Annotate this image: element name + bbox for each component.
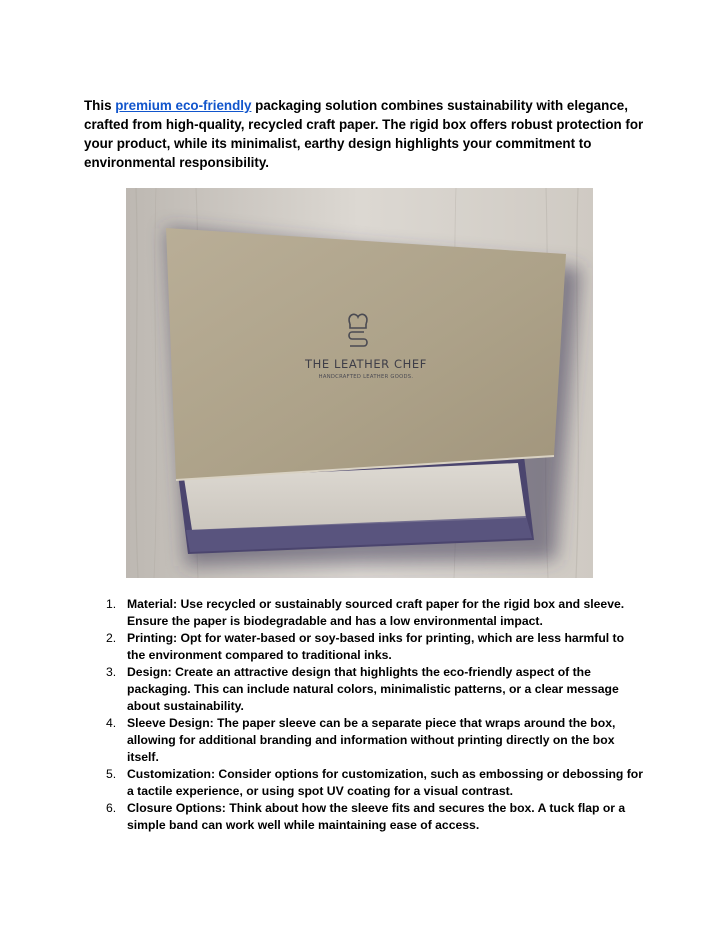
list-item-number: 6. bbox=[106, 801, 117, 815]
product-photo bbox=[126, 188, 593, 578]
premium-eco-friendly-link[interactable]: premium eco-friendly bbox=[115, 98, 252, 113]
list-item bbox=[84, 596, 644, 630]
list-item-text: Design: Create an attractive design that highlights the eco-friendly aspect of the packaging. This can include natural colors, minimalistic patterns, or a clear message about sustainability. bbox=[127, 665, 619, 713]
list-item-number: 1. bbox=[106, 597, 117, 611]
list-item bbox=[84, 800, 644, 834]
list-item-text: Printing: Opt for water-based or soy-based inks for printing, which are less harmful to the environment compared to traditional inks. bbox=[127, 631, 625, 662]
list-item-text: Closure Options: Think about how the sleeve fits and secures the box. A tuck flap or a simple band can work well while maintaining ease of access. bbox=[127, 801, 626, 832]
list-item bbox=[84, 630, 644, 664]
list-item-number: 4. bbox=[106, 716, 117, 730]
list-item-text: Customization: Consider options for customization, such as embossing or debossing for a tactile experience, or using spot UV coating for a visual contrast. bbox=[127, 767, 643, 798]
list-item-number: 2. bbox=[106, 631, 117, 645]
intro-paragraph bbox=[84, 96, 644, 172]
intro-prefix: This bbox=[84, 98, 116, 113]
intro-suffix: packaging solution combines sustainability with elegance, crafted from high-quality, recycled craft paper. The rigid box offers robust protection for your product, while its minimalist, earthy design highlights your commitment to environmental responsibility. bbox=[84, 98, 644, 170]
brand-tagline: HANDCRAFTED LEATHER GOODS. bbox=[318, 374, 414, 380]
steps-list bbox=[84, 596, 644, 834]
brand-name: THE LEATHER CHEF bbox=[305, 357, 427, 371]
list-item bbox=[84, 766, 644, 800]
list-item-number: 5. bbox=[106, 767, 117, 781]
list-item bbox=[84, 715, 644, 766]
list-item-number: 3. bbox=[106, 665, 117, 679]
list-item bbox=[84, 664, 644, 715]
list-item-text: Sleeve Design: The paper sleeve can be a separate piece that wraps around the box, allowing for additional branding and information without printing directly on the box itself. bbox=[127, 716, 616, 764]
box-lid bbox=[166, 228, 566, 480]
list-item-text: Material: Use recycled or sustainably sourced craft paper for the rigid box and sleeve. Ensure the paper is biodegradable and has a low environmental impact. bbox=[127, 597, 625, 628]
